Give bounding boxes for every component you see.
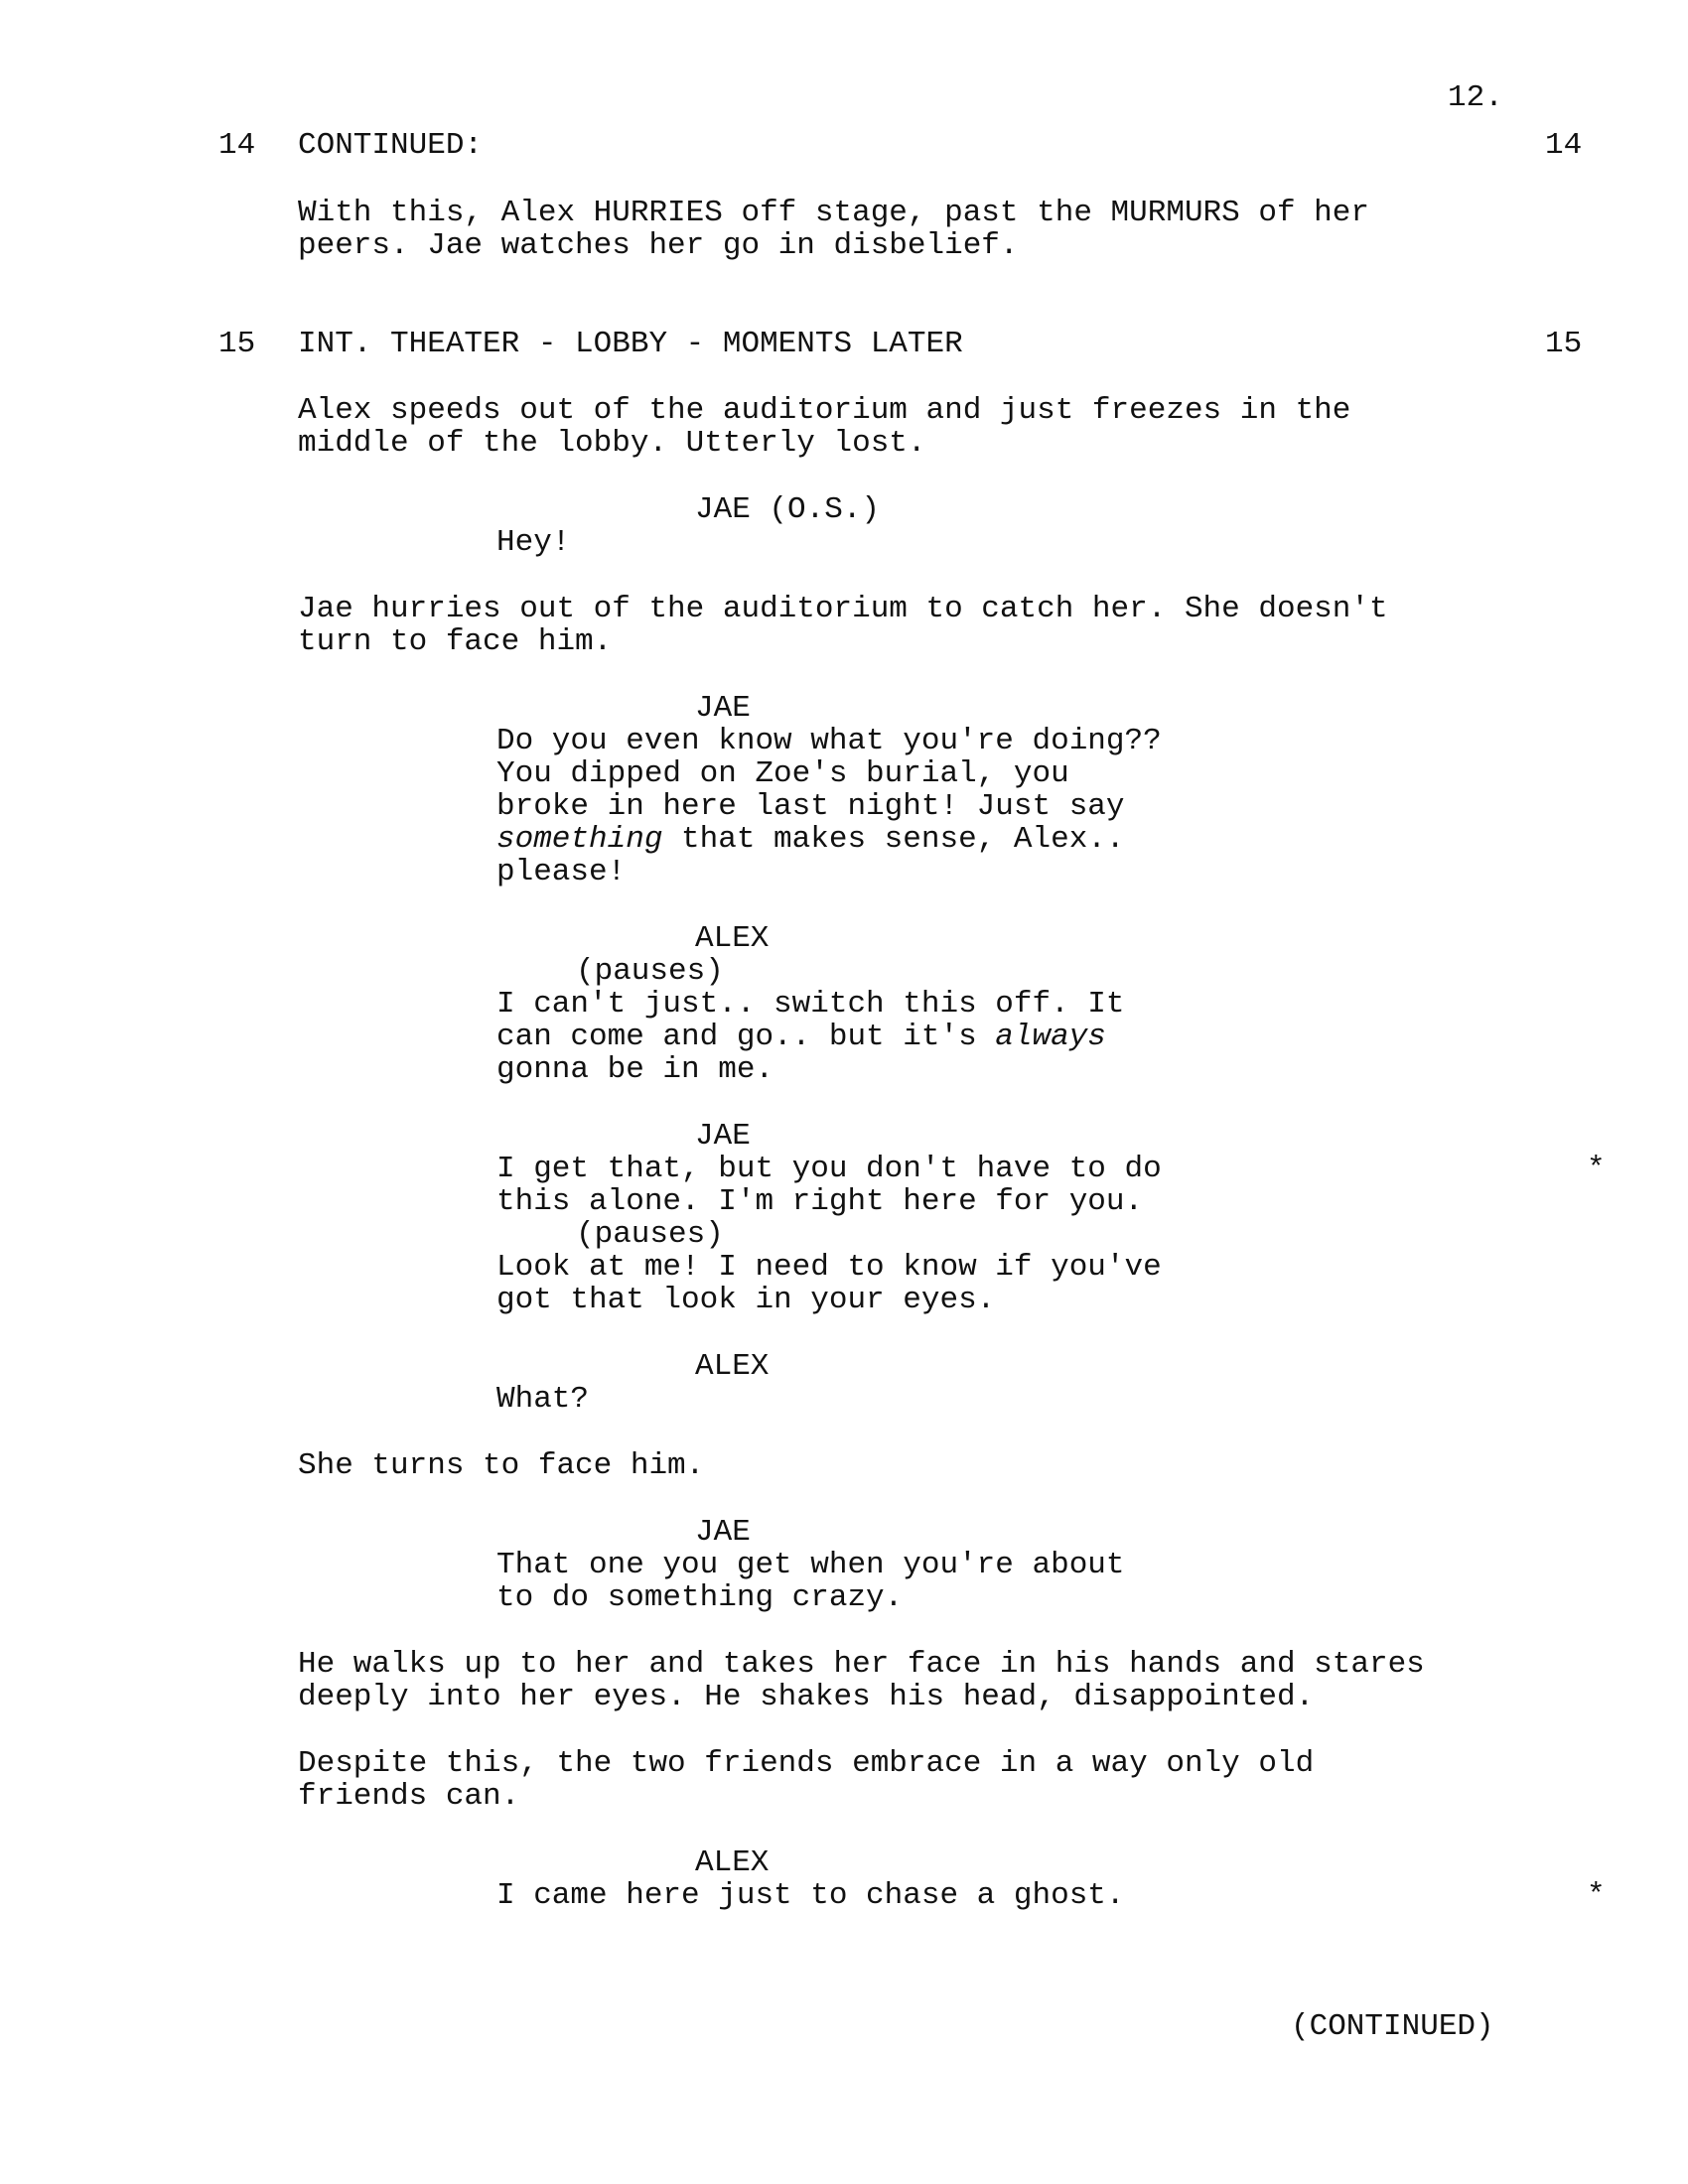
action-line: Jae hurries out of the auditorium to catch her. She doesn't <box>298 592 1388 626</box>
scene-number-right: 14 <box>1545 128 1583 163</box>
dialogue-line: Do you even know what you're doing?? <box>496 724 1162 758</box>
dialogue-line: this alone. I'm right here for you. <box>496 1184 1144 1219</box>
action-line: deeply into her eyes. He shakes his head, disappointed. <box>298 1680 1315 1714</box>
dialogue-line <box>496 823 1125 856</box>
scene-number-left: 15 <box>218 327 256 361</box>
emphasis-text: always <box>995 1020 1106 1054</box>
character-cue: ALEX <box>695 1349 770 1384</box>
dialogue-line: please! <box>496 855 627 889</box>
action-line: With this, Alex HURRIES off stage, past the MURMURS of her <box>298 196 1369 230</box>
action-line: friends can. <box>298 1779 520 1814</box>
dialogue-line: That one you get when you're about <box>496 1548 1125 1582</box>
dialogue-line: I get that, but you don't have to do <box>496 1152 1162 1186</box>
dialogue-line: Look at me! I need to know if you've <box>496 1250 1162 1285</box>
revision-mark: * <box>1587 1152 1606 1186</box>
emphasis-text: something <box>496 822 663 857</box>
character-cue: JAE <box>695 1119 751 1154</box>
dialogue-line: Hey! <box>496 525 571 560</box>
action-line: She turns to face him. <box>298 1448 705 1483</box>
continued-footer: (CONTINUED) <box>1291 2009 1494 2044</box>
dialogue-line <box>496 1021 1106 1053</box>
character-cue: ALEX <box>695 1845 770 1880</box>
page-number: 12. <box>1448 80 1503 115</box>
dialogue-text: can come and go.. but it's <box>496 1020 996 1054</box>
dialogue-line: gonna be in me. <box>496 1052 774 1087</box>
dialogue-line: You dipped on Zoe's burial, you <box>496 756 1069 791</box>
parenthetical: (pauses) <box>576 954 724 989</box>
dialogue-line: broke in here last night! Just say <box>496 789 1125 824</box>
dialogue-line: to do something crazy. <box>496 1580 904 1615</box>
action-line: peers. Jae watches her go in disbelief. <box>298 228 1019 263</box>
dialogue-line: What? <box>496 1382 590 1417</box>
action-line: Despite this, the two friends embrace in a way only old <box>298 1746 1315 1781</box>
scene-heading: INT. THEATER - LOBBY - MOMENTS LATER <box>298 327 963 361</box>
parenthetical: (pauses) <box>576 1217 724 1252</box>
character-cue: JAE <box>695 691 751 726</box>
dialogue-line: I can't just.. switch this off. It <box>496 987 1125 1022</box>
dialogue-text: that makes sense, Alex.. <box>662 822 1125 857</box>
revision-mark: * <box>1587 1878 1606 1913</box>
scene-heading: CONTINUED: <box>298 128 484 163</box>
action-line: middle of the lobby. Utterly lost. <box>298 426 926 461</box>
dialogue-line: got that look in your eyes. <box>496 1283 996 1317</box>
action-line: He walks up to her and takes her face in his hands and stares <box>298 1647 1425 1682</box>
dialogue-line: I came here just to chase a ghost. <box>496 1878 1125 1913</box>
character-cue: ALEX <box>695 921 770 956</box>
character-cue: JAE <box>695 1515 751 1550</box>
character-cue: JAE (O.S.) <box>695 492 881 527</box>
scene-number-right: 15 <box>1545 327 1583 361</box>
action-line: turn to face him. <box>298 624 613 659</box>
scene-number-left: 14 <box>218 128 256 163</box>
action-line: Alex speeds out of the auditorium and just freezes in the <box>298 393 1351 428</box>
